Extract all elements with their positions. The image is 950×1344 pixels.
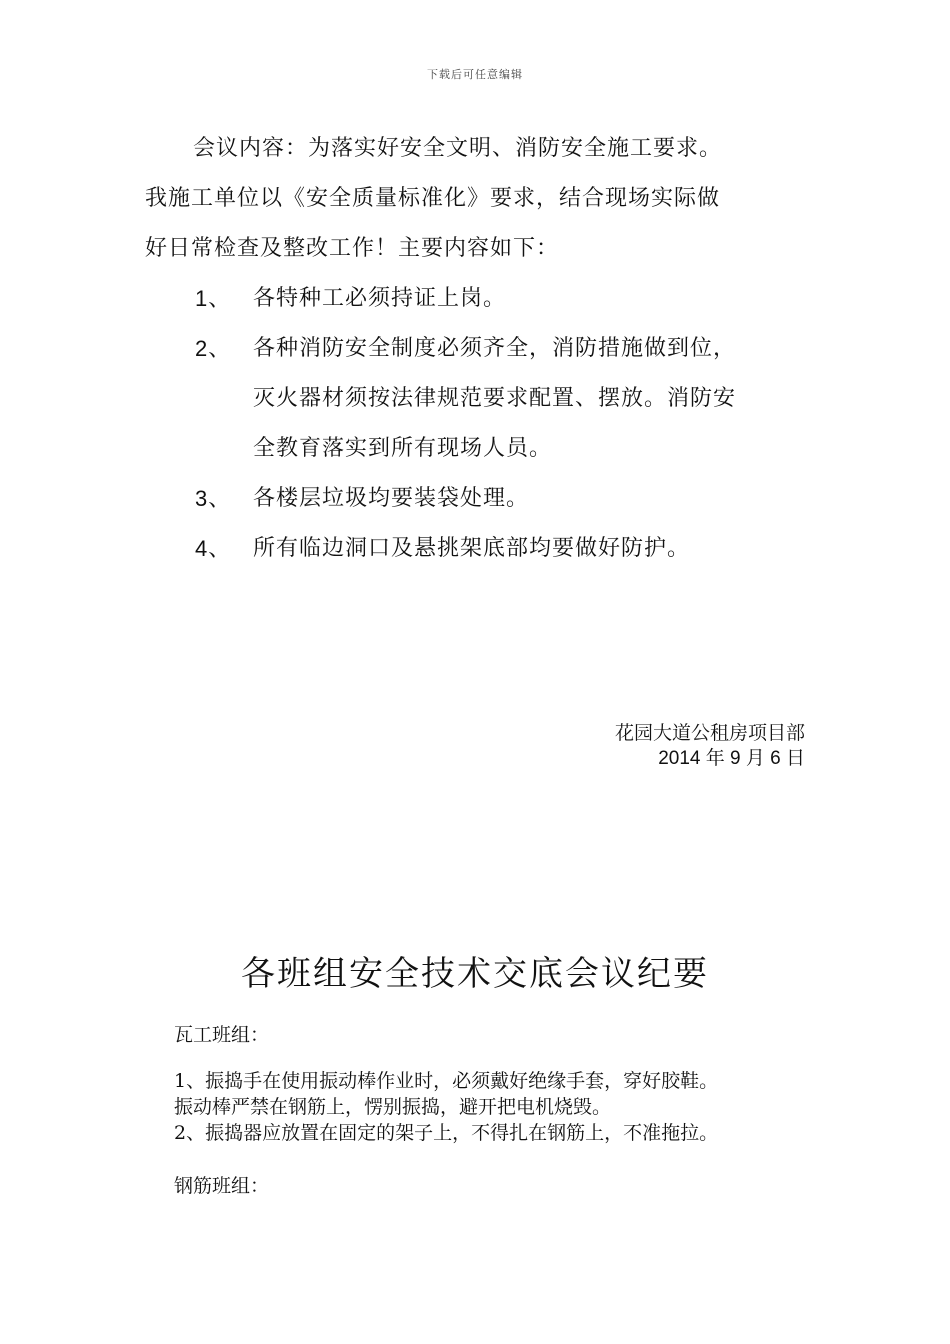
list-item-text [253, 474, 815, 524]
list-item [195, 524, 815, 574]
rule-line: 2、振捣器应放置在固定的架子上，不得扎在钢筋上，不准拖拉。 [174, 1122, 719, 1144]
list-item-line: 各种消防安全制度必须齐全，消防措施做到位， [253, 336, 737, 361]
list-item-number: 4、 [195, 536, 232, 561]
list-item-number: 3、 [195, 486, 232, 511]
list-item-number: 1、 [195, 286, 232, 311]
intro-line: 我施工单位以《安全质量标准化》要求，结合现场实际做 [145, 186, 721, 211]
list-item [195, 324, 815, 474]
signature-block [615, 720, 805, 772]
list-item-line: 全教育落实到所有现场人员。 [253, 436, 553, 461]
intro-paragraph [145, 124, 815, 274]
document-title: 各班组安全技术交底会议纪要 [241, 954, 709, 994]
signature-org: 花园大道公租房项目部 [614, 722, 805, 744]
requirements-list [195, 274, 815, 574]
team-label-masonry: 瓦工班组： [174, 1024, 270, 1046]
list-item-text [253, 524, 815, 574]
list-item [195, 474, 815, 524]
list-item-line: 灭火器材须按法律规范要求配置、摆放。消防安 [253, 386, 737, 411]
rule-line: 振动棒严禁在钢筋上，愣别振捣，避开把电机烧毁。 [174, 1096, 612, 1118]
intro-line: 好日常检查及整改工作！主要内容如下： [145, 236, 560, 261]
list-item-text [253, 274, 815, 324]
rule-line: 1、振捣手在使用振动棒作业时，必须戴好绝缘手套，穿好胶鞋。 [174, 1070, 719, 1092]
intro-line: 会议内容：为落实好安全文明、消防安全施工要求。 [193, 136, 723, 161]
list-item-number: 2、 [195, 336, 232, 361]
list-item-line: 各楼层垃圾均要装袋处理。 [253, 486, 530, 511]
team-label-rebar: 钢筋班组： [174, 1175, 270, 1197]
masonry-team-rules [174, 1068, 864, 1146]
list-item-line: 各特种工必须持证上岗。 [253, 286, 507, 311]
list-item-text [253, 324, 815, 474]
page-header-note: 下载后可任意编辑 [427, 68, 523, 81]
list-item [195, 274, 815, 324]
signature-date: 2014 年 9 月 6 日 [658, 748, 805, 769]
list-item-line: 所有临边洞口及悬挑架底部均要做好防护。 [253, 536, 691, 561]
